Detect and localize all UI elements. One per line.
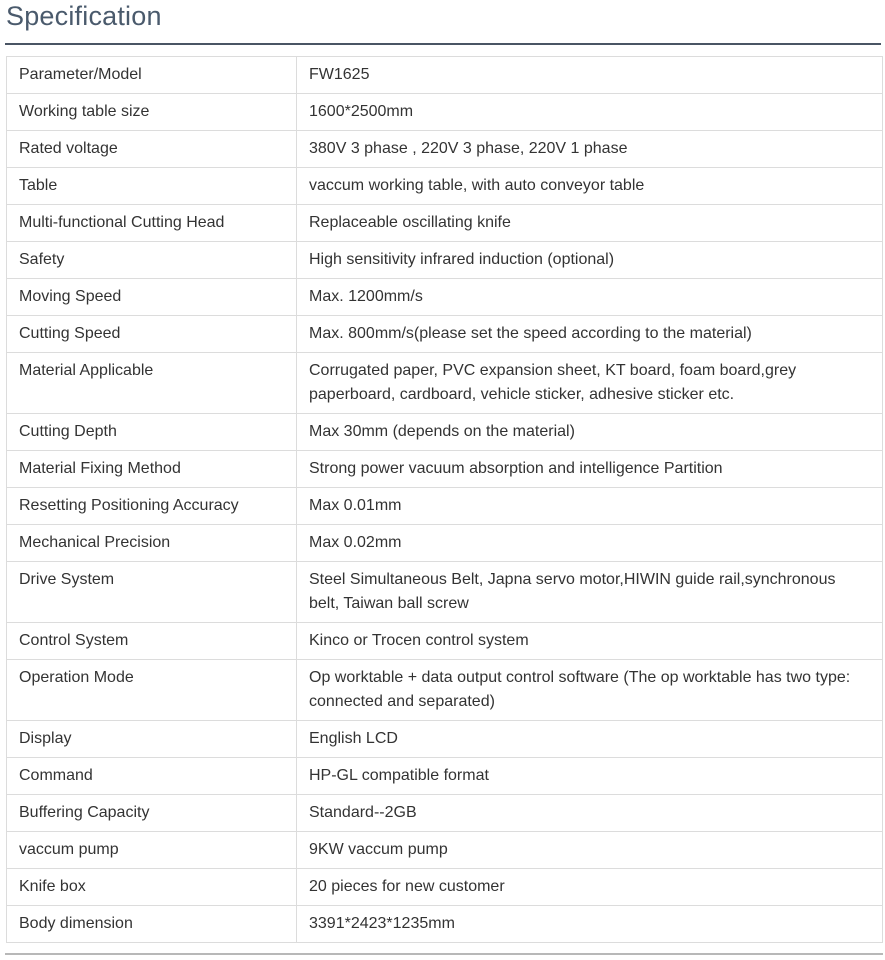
value-cell: Max 0.02mm (297, 525, 883, 562)
table-row (7, 869, 883, 906)
table-row (7, 721, 883, 758)
value-cell: Max 30mm (depends on the material) (297, 414, 883, 451)
specification-table (6, 56, 883, 943)
table-row (7, 562, 883, 623)
parameter-cell: Knife box (7, 869, 297, 906)
parameter-cell: Drive System (7, 562, 297, 623)
value-cell: High sensitivity infrared induction (optional) (297, 242, 883, 279)
value-cell: 3391*2423*1235mm (297, 906, 883, 943)
table-row (7, 205, 883, 242)
parameter-cell: Cutting Depth (7, 414, 297, 451)
value-cell: Steel Simultaneous Belt, Japna servo motor,HIWIN guide rail,synchronous belt, Taiwan ball screw (297, 562, 883, 623)
title-divider (5, 43, 881, 45)
parameter-cell: Resetting Positioning Accuracy (7, 488, 297, 525)
value-cell: 1600*2500mm (297, 94, 883, 131)
table-row (7, 168, 883, 205)
table-row (7, 660, 883, 721)
parameter-cell: Cutting Speed (7, 316, 297, 353)
table-row (7, 57, 883, 94)
parameter-cell: Safety (7, 242, 297, 279)
parameter-cell: Display (7, 721, 297, 758)
value-cell: Max. 1200mm/s (297, 279, 883, 316)
parameter-cell: Command (7, 758, 297, 795)
value-cell: Max. 800mm/s(please set the speed according to the material) (297, 316, 883, 353)
page-title: Specification (6, 1, 162, 31)
parameter-cell: Material Fixing Method (7, 451, 297, 488)
table-row (7, 525, 883, 562)
parameter-cell: Moving Speed (7, 279, 297, 316)
value-cell: Replaceable oscillating knife (297, 205, 883, 242)
value-cell: Kinco or Trocen control system (297, 623, 883, 660)
table-row (7, 316, 883, 353)
parameter-cell: Mechanical Precision (7, 525, 297, 562)
value-cell: Corrugated paper, PVC expansion sheet, KT board, foam board,grey paperboard, cardboard, vehicle sticker, adhesive sticker etc. (297, 353, 883, 414)
table-row (7, 131, 883, 168)
value-cell: Standard--2GB (297, 795, 883, 832)
parameter-cell: Table (7, 168, 297, 205)
parameter-cell: Control System (7, 623, 297, 660)
table-row (7, 451, 883, 488)
table-row (7, 795, 883, 832)
value-cell: 9KW vaccum pump (297, 832, 883, 869)
table-row (7, 832, 883, 869)
value-cell: FW1625 (297, 57, 883, 94)
parameter-cell: Material Applicable (7, 353, 297, 414)
value-cell: vaccum working table, with auto conveyor table (297, 168, 883, 205)
value-cell: 20 pieces for new customer (297, 869, 883, 906)
parameter-cell: Operation Mode (7, 660, 297, 721)
table-row (7, 242, 883, 279)
table-row (7, 414, 883, 451)
table-row (7, 279, 883, 316)
value-cell: HP-GL compatible format (297, 758, 883, 795)
table-row (7, 758, 883, 795)
value-cell: English LCD (297, 721, 883, 758)
parameter-cell: Body dimension (7, 906, 297, 943)
table-row (7, 353, 883, 414)
value-cell: Max 0.01mm (297, 488, 883, 525)
parameter-cell: Buffering Capacity (7, 795, 297, 832)
parameter-cell: vaccum pump (7, 832, 297, 869)
value-cell: Strong power vacuum absorption and intelligence Partition (297, 451, 883, 488)
parameter-cell: Parameter/Model (7, 57, 297, 94)
table-row (7, 623, 883, 660)
parameter-cell: Rated voltage (7, 131, 297, 168)
table-row (7, 94, 883, 131)
table-bottom-border (5, 953, 883, 955)
parameter-cell: Multi-functional Cutting Head (7, 205, 297, 242)
parameter-cell: Working table size (7, 94, 297, 131)
value-cell: 380V 3 phase , 220V 3 phase, 220V 1 phase (297, 131, 883, 168)
value-cell: Op worktable + data output control software (The op worktable has two type: connected and separated) (297, 660, 883, 721)
table-row (7, 488, 883, 525)
table-row (7, 906, 883, 943)
